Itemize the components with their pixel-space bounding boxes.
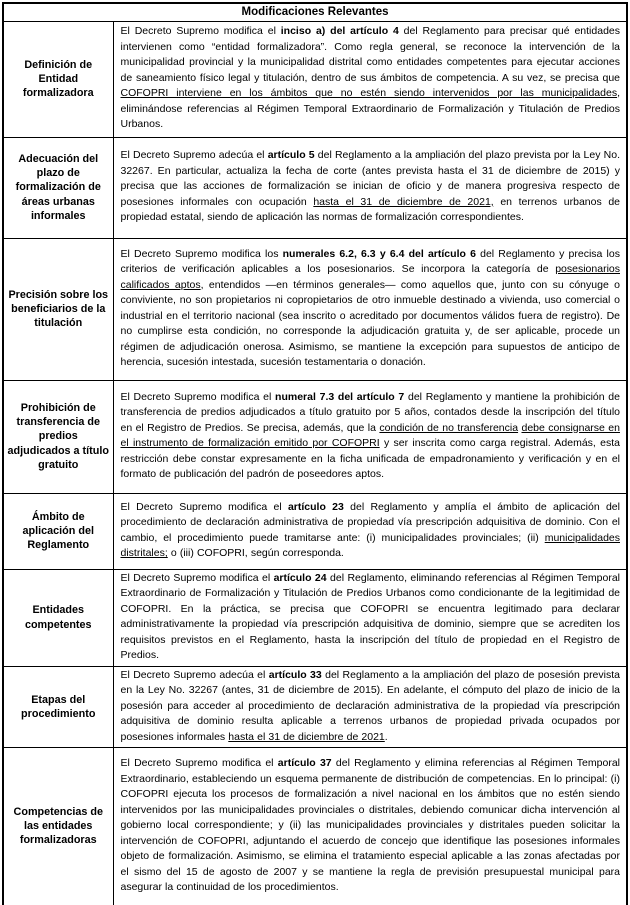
row-body-precision-beneficiarios: El Decreto Supremo modifica los numerales 6.2, 6.3 y 6.4 del artículo 6 del Reglamento y precisa los criterios de verificación aplicables a los posesionarios. Se incorpora la categoría de posesionarios calificados aptos, entendidos —en términos generales— como aquellos que, junto con su cónyuge o conviviente, no son propietarios ni copropietarios de otro inmueble destinado a vivienda, uso comercial o industrial en el territorio nacional (sea inscrito o acreditado por documentos válidos fuera de registro). De no cumplirse esta condición, no corresponde la adjudicación gratuita y, de ser aplicable, procede un régimen de adjudicación onerosa. Asimismo, se mantiene la excepción para supuestos de anticipo de herencia, sucesión intestada, sucesión testamentaria o donación. bbox=[113, 238, 627, 380]
table-row bbox=[3, 748, 627, 905]
table-row bbox=[3, 666, 627, 748]
row-header-ambito-aplicacion: Ámbito de aplicación del Reglamento bbox=[3, 493, 113, 569]
row-header-etapas-procedimiento: Etapas del procedimiento bbox=[3, 666, 113, 748]
row-header-definicion-entidad: Definición de Entidad formalizadora bbox=[3, 21, 113, 137]
row-header-precision-beneficiarios: Precisión sobre los beneficiarios de la titulación bbox=[3, 238, 113, 380]
row-body-competencias-entidades: El Decreto Supremo modifica el artículo 37 del Reglamento y elimina referencias al Régimen Temporal Extraordinario, estableciendo un esquema permanente de distribución de competencias. En lo principal: (i) COFOPRI ejecuta los procesos de formalización a nivel nacional en los ámbitos que no estén siendo intervenidos por las municipalidades provinciales o distritales, debiendo comunicar dicha intervención al gobierno local correspondiente; y (ii) las municipalidades provinciales y distritales pueden solicitar la intervención de COFOPRI, adjuntando el acuerdo de concejo que identifique las posesiones informales objeto de formalización. Asimismo, se elimina el tratamiento especial aplicable a las zonas afectadas por el sismo del 15 de agosto de 2007 y se mantiene la regla de previsión presupuestal municipal para asegurar la continuidad de los procedimientos. bbox=[113, 748, 627, 905]
row-body-ambito-aplicacion: El Decreto Supremo modifica el artículo 23 del Reglamento y amplía el ámbito de aplicación del procedimiento de declaración administrativa de propiedad vía prescripción adquisitiva de dominio. Con el cambio, el procedimiento puede tramitarse ante: (i) municipalidades provinciales; (ii) municipalidades distritales; o (iii) COFOPRI, según corresponda. bbox=[113, 493, 627, 569]
row-body-adecuacion-plazo: El Decreto Supremo adecúa el artículo 5 del Reglamento a la ampliación del plazo prevista por la Ley No. 32267. En particular, actualiza la fecha de corte (antes prevista hasta el 31 de diciembre de 2015) y precisa que las acciones de formalización se inician de oficio y de manera progresiva respecto de posesiones informales con ocupación hasta el 31 de diciembre de 2021, en terrenos urbanos de propiedad estatal, siendo de aplicación las normas de formalización correspondientes. bbox=[113, 137, 627, 238]
row-header-competencias-entidades: Competencias de las entidades formalizadoras bbox=[3, 748, 113, 905]
table-row bbox=[3, 238, 627, 380]
modifications-table bbox=[2, 2, 628, 905]
row-header-entidades-competentes: Entidades competentes bbox=[3, 569, 113, 666]
row-body-etapas-procedimiento: El Decreto Supremo adecúa el artículo 33 del Reglamento a la ampliación del plazo de posesión prevista en la Ley No. 32267 (antes, 31 de diciembre de 2015). En adelante, el cómputo del plazo de inicio de la posesión para acceder al procedimiento de declaración administrativa de la propiedad vía prescripción adquisitiva de dominio resulta aplicable a terrenos urbanos de propiedad privada ocupados por posesiones informales hasta el 31 de diciembre de 2021. bbox=[113, 666, 627, 748]
table-row bbox=[3, 569, 627, 666]
table-row bbox=[3, 137, 627, 238]
table-row bbox=[3, 493, 627, 569]
table-row bbox=[3, 380, 627, 493]
row-body-entidades-competentes: El Decreto Supremo modifica el artículo 24 del Reglamento, eliminando referencias al Régimen Temporal Extraordinario de Formalización y Titulación de Predios Urbanos como condicionante de la legitimidad de COFOPRI. En la práctica, se precisa que COFOPRI se encuentra legitimado para declarar administrativamente la propiedad vía prescripción adquisitiva de dominio, siempre que se acrediten los requisitos previstos en el Reglamento, hasta la inscripción del título de propiedad en el Registro de Predios. bbox=[113, 569, 627, 666]
table-title: Modificaciones Relevantes bbox=[3, 3, 627, 21]
table-row bbox=[3, 21, 627, 137]
table-title-row bbox=[3, 3, 627, 21]
row-body-definicion-entidad: El Decreto Supremo modifica el inciso a) del artículo 4 del Reglamento para precisar qué entidades intervienen como “entidad formalizadora”. Como regla general, se reconoce la intervención de la municipalidad provincial y la municipalidad distrital como entidades competentes para ejecutar acciones de saneamiento físico legal y titulación, dentro de sus ámbitos de competencia. A su vez, se precisa que COFOPRI interviene en los ámbitos que no estén siendo intervenidos por las municipalidades, eliminándose referencias al Régimen Temporal Extraordinario de Formalización y Titulación de Predios Urbanos. bbox=[113, 21, 627, 137]
row-header-prohibicion-transferencia: Prohibición de transferencia de predios adjudicados a título gratuito bbox=[3, 380, 113, 493]
row-body-prohibicion-transferencia: El Decreto Supremo modifica el numeral 7.3 del artículo 7 del Reglamento y mantiene la prohibición de transferencia de predios adjudicados a título gratuito por 5 años, contados desde la inscripción del título en el Registro de Predios. Se precisa, además, que la condición de no transferencia debe consignarse en el instrumento de formalización emitido por COFOPRI y ser inscrita como carga registral. Además, esta restricción debe constar expresamente en la ficha unificada de empadronamiento y verificación y en el formato de publicación del padrón de poseedores aptos. bbox=[113, 380, 627, 493]
row-header-adecuacion-plazo: Adecuación del plazo de formalización de áreas urbanas informales bbox=[3, 137, 113, 238]
